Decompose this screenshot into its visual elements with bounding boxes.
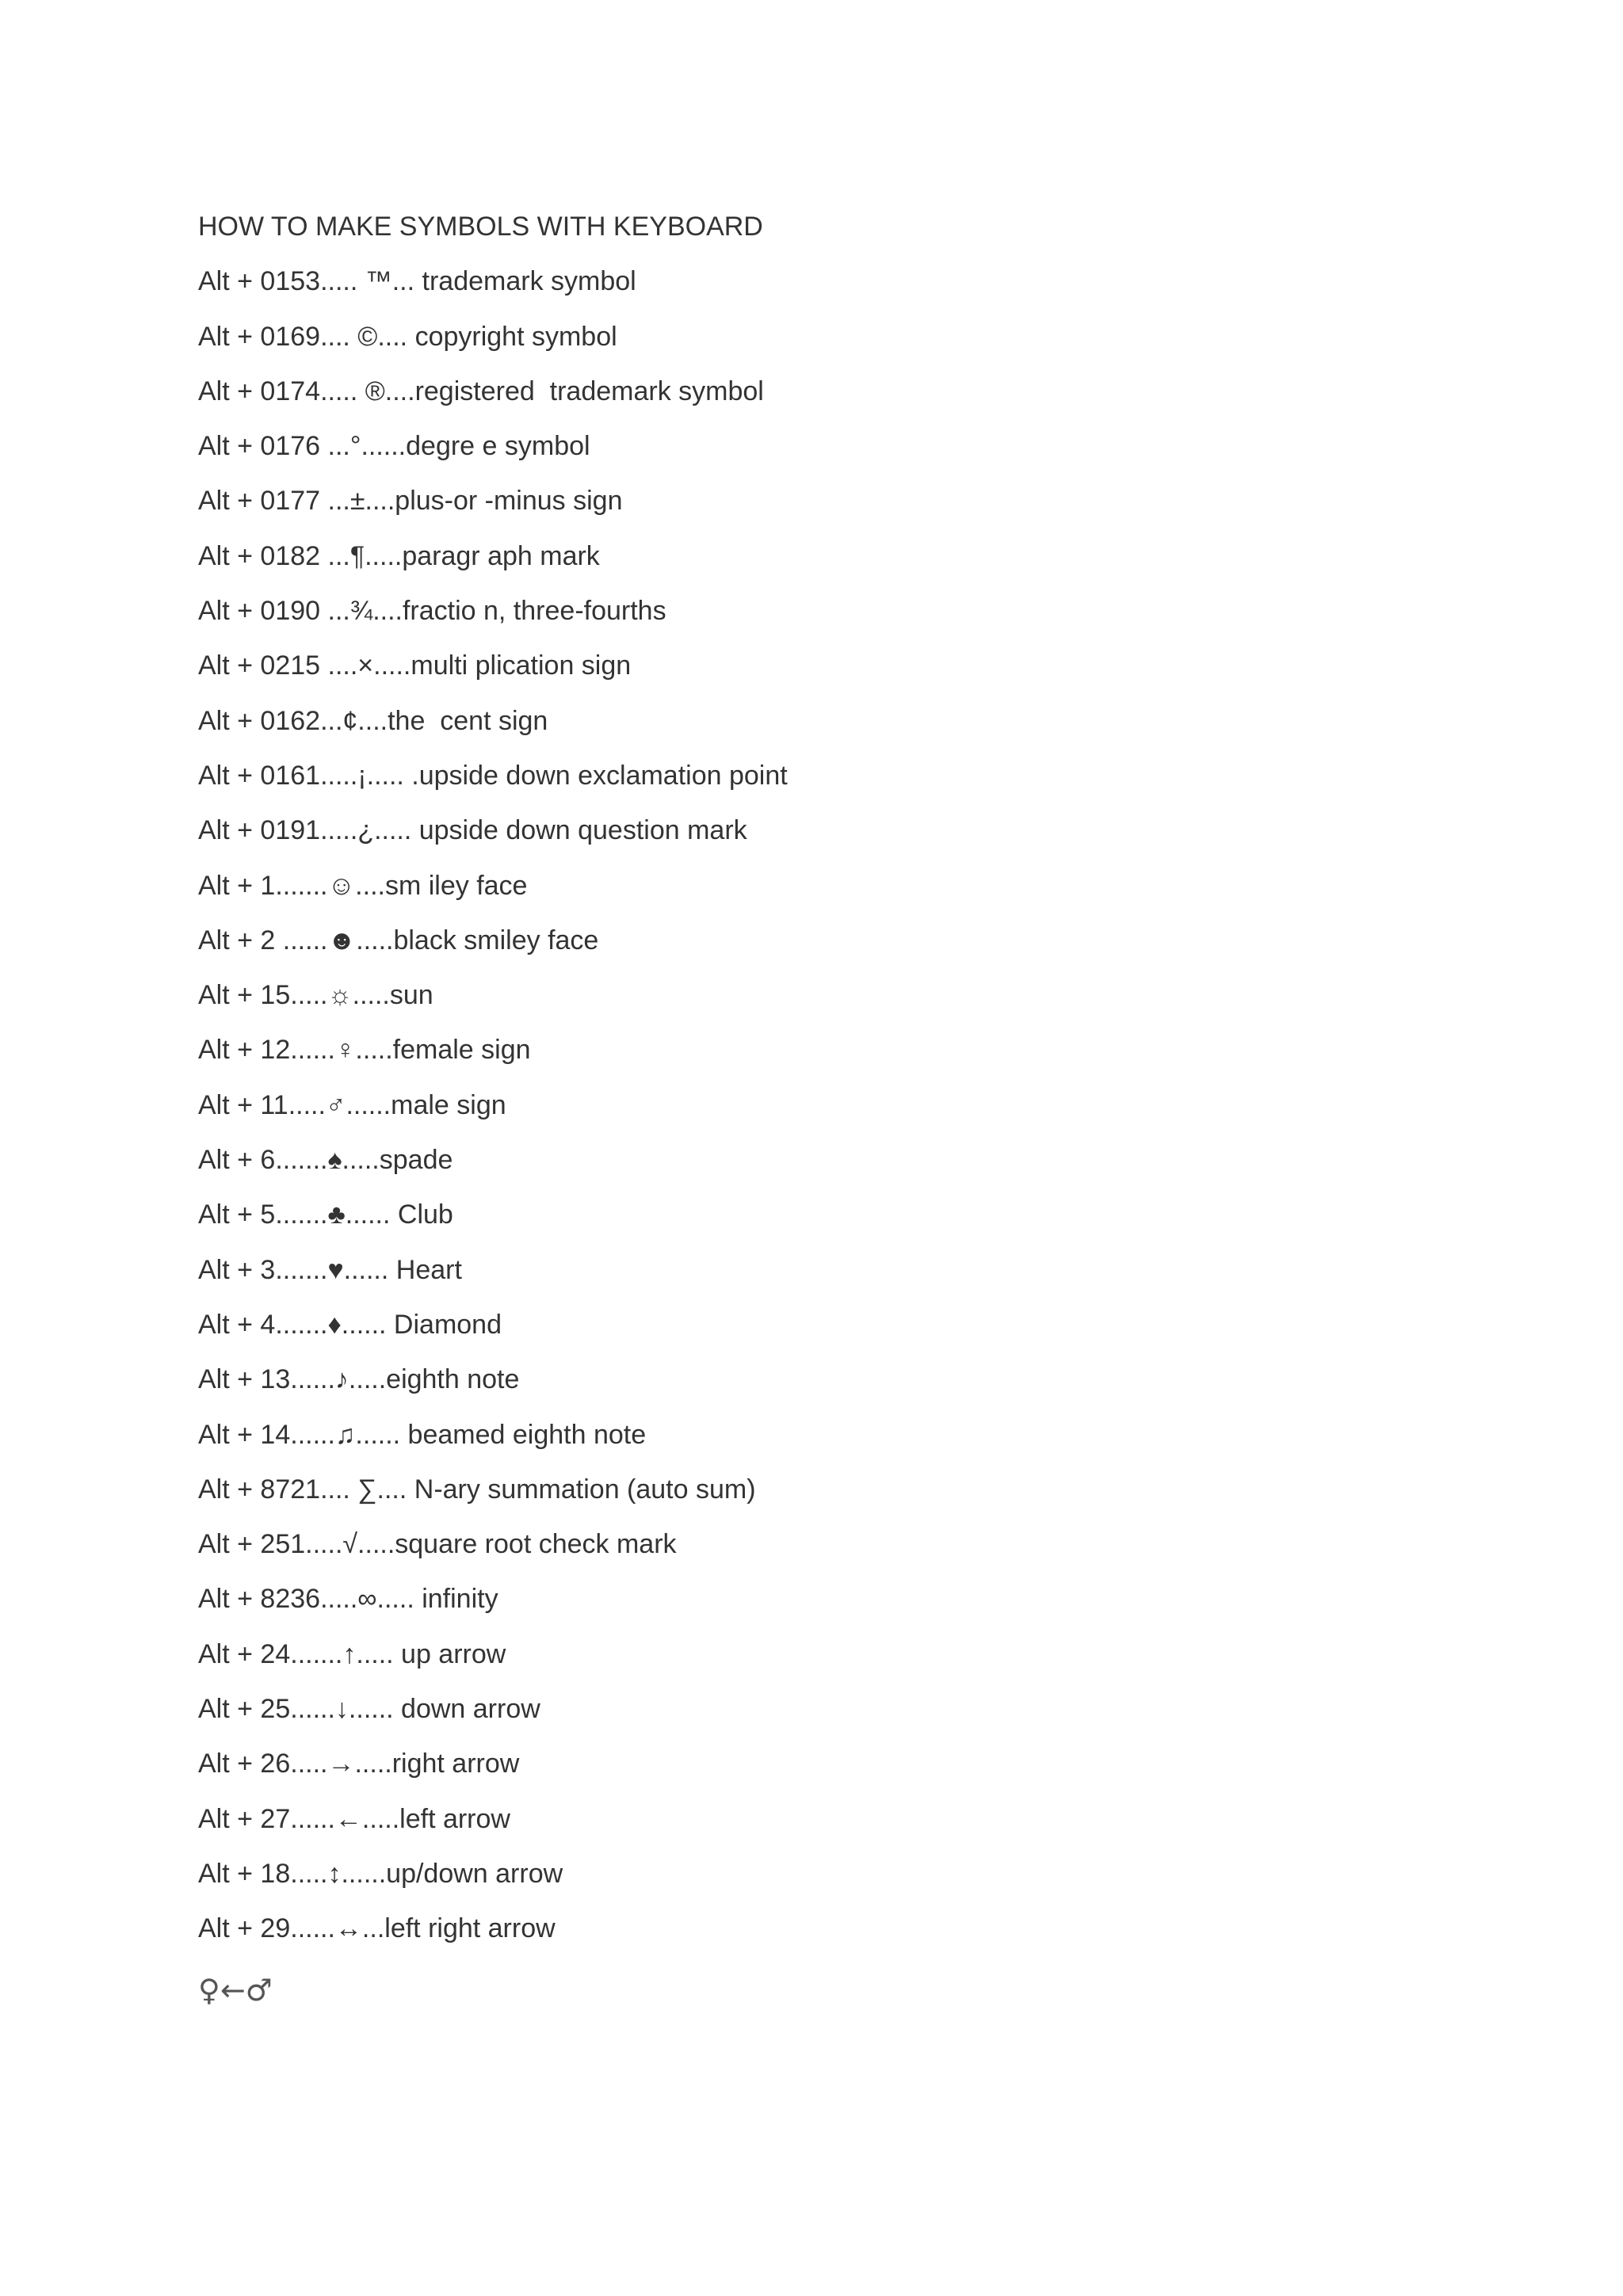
symbol-entry: Alt + 13......♪.....eighth note	[198, 1364, 520, 1395]
page-title: HOW TO MAKE SYMBOLS WITH KEYBOARD	[198, 212, 763, 242]
symbol-entry: Alt + 5.......♣...... Club	[198, 1199, 453, 1230]
footer-symbols: ♀←♂	[198, 1972, 273, 2008]
symbol-entry: Alt + 24.......↑..... up arrow	[198, 1638, 506, 1669]
symbol-entry: Alt + 0182 ...¶.....paragr aph mark	[198, 540, 600, 571]
symbol-entry: Alt + 0174..... ®....registered trademark symbol	[198, 376, 764, 406]
symbol-entry: Alt + 0215 ....×.....multi plication sign	[198, 650, 632, 681]
symbol-entry: Alt + 8236.....∞..... infinity	[198, 1584, 498, 1615]
symbol-entry: Alt + 251.....√.....square root check mark	[198, 1529, 677, 1560]
symbol-entry: Alt + 0190 ...¾....fractio n, three-fourths	[198, 596, 666, 627]
symbol-entry: Alt + 2 ......☻.....black smiley face	[198, 925, 599, 955]
symbol-entry: Alt + 26.....→.....right arrow	[198, 1749, 520, 1779]
symbol-entry: Alt + 18.....↕......up/down arrow	[198, 1858, 563, 1889]
symbol-entry: Alt + 4.......♦...... Diamond	[198, 1309, 502, 1340]
document-body	[198, 211, 1545, 2008]
symbol-entry: Alt + 14......♫...... beamed eighth note	[198, 1419, 647, 1450]
symbol-entry: Alt + 0177 ...±....plus-or -minus sign	[198, 486, 623, 517]
symbol-entry: Alt + 29......↔...left right arrow	[198, 1913, 556, 1944]
symbol-entry: Alt + 8721.... ∑.... N-ary summation (auto sum)	[198, 1474, 756, 1505]
symbol-entry: Alt + 15.....☼.....sun	[198, 980, 433, 1011]
symbol-entry: Alt + 0153..... ™... trademark symbol	[198, 266, 636, 297]
symbol-entry: Alt + 27......←.....left arrow	[198, 1803, 510, 1834]
symbol-entry: Alt + 0191.....¿..... upside down question mark	[198, 815, 747, 846]
symbol-entry: Alt + 0161.....¡..... .upside down exclamation point	[198, 760, 788, 791]
symbol-entry: Alt + 1.......☺....sm iley face	[198, 870, 528, 901]
symbol-entry: Alt + 12......♀.....female sign	[198, 1035, 531, 1066]
symbol-entry: Alt + 0169.... ©.... copyright symbol	[198, 321, 617, 352]
symbol-list	[198, 265, 1545, 1967]
symbol-entry: Alt + 11.....♂......male sign	[198, 1089, 506, 1120]
symbol-entry: Alt + 25......↓...... down arrow	[198, 1694, 540, 1725]
symbol-entry: Alt + 6.......♠.....spade	[198, 1145, 453, 1176]
symbol-entry: Alt + 0176 ...°......degre e symbol	[198, 431, 590, 462]
symbol-entry: Alt + 3.......♥...... Heart	[198, 1254, 462, 1285]
symbol-entry: Alt + 0162...¢....the cent sign	[198, 705, 548, 736]
